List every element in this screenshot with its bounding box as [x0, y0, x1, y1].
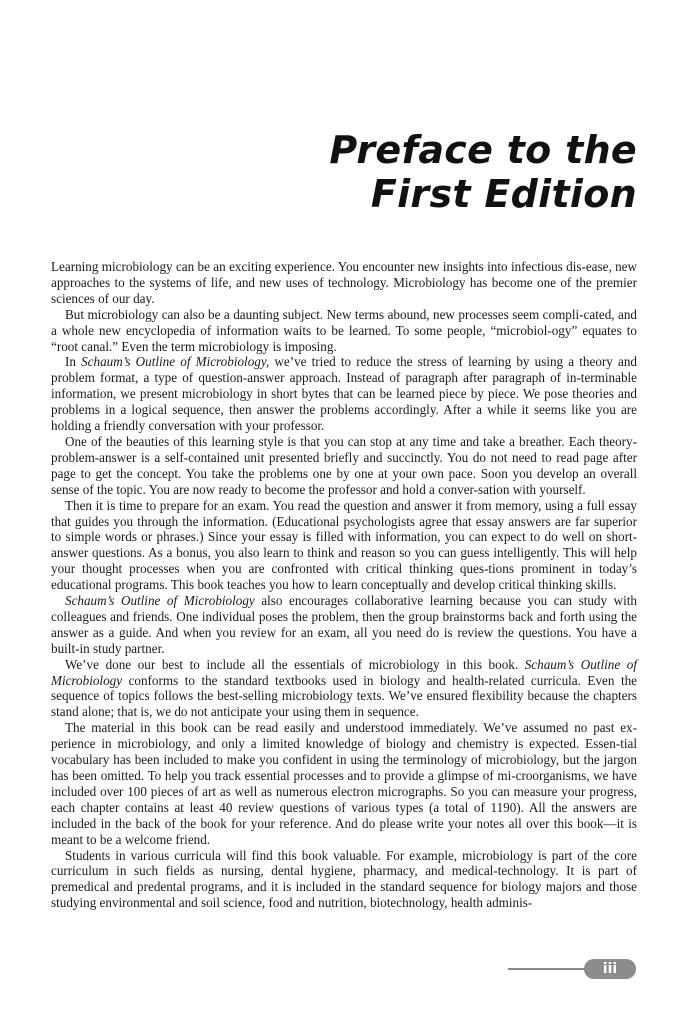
title-line-2: First Edition: [370, 172, 637, 216]
paragraph: [51, 434, 637, 498]
paragraph-text: One of the beauties of this learning style is that you can stop at any time and take a breather. Each theory-problem-answer is a self-contained unit presented briefly and succinctly. You do not need to read page after page to get the concept. You take the problems one by one at your own pace. Soon you develop an overall sense of the topic. You are now ready to become the professor and hold a conver-sation with yourself.: [51, 433, 637, 497]
preface-body: [51, 259, 637, 911]
paragraph: [51, 354, 637, 434]
paragraph-text: In: [65, 354, 82, 370]
paragraph-text: But microbiology can also be a daunting subject. New terms abound, new processes seem compli-cated, and a whole new encyclopedia of information waits to be learned. To some people, “microbiol-ogy” equates to “root canal.” Even the term microbiology is imposing.: [51, 306, 637, 354]
paragraph: [51, 307, 637, 355]
paragraph-text: conforms to the standard textbooks used in biology and health-related curricula. Even the sequence of topics follows the best-selling microbiology texts. We’ve ensured flexibility because the chapters stand alone; that is, we do not anticipate your using them in sequence.: [51, 672, 637, 720]
page-footer: [508, 959, 636, 979]
paragraph-text: The material in this book can be read easily and understood immediately. We’ve assumed no past ex-perience in microbiology, and only a limited knowledge of biology and chemistry is expected. Essen-tial vocabulary has been included to make you confident in using the terminology of microbiology, but the jargon has been omitted. To help you track essential processes and to provide a glimpse of mi-croorganisms, we have included over 100 pieces of art as well as numerous electron micrographs. So you can measure your progress, each chapter contains at least 40 review questions of various types (a total of 1190). All the answers are included in the back of the book for your reference. And do please write your notes all over this book—it is meant to be a welcome friend.: [51, 720, 637, 847]
paragraph-text: we’ve tried to reduce the stress of learning by using a theory and problem format, a type of question-answer approach. Instead of paragraph after paragraph of in-terminable information, we present microbiology in short bytes that can be learned piece by piece. We pose theories and problems in a logical sequence, then answer the problems accordingly. After a while it seems like you are holding a friendly conversation with your professor.: [51, 354, 637, 434]
page-number: iii: [584, 959, 636, 979]
paragraph-text: also encourages collaborative learning because you can study with colleagues and friends. One individual poses the problem, then the group brainstorms back and forth using the answer as a guide. And when you review for an exam, all you need do is review the questions. You have a built-in study partner.: [51, 593, 637, 656]
paragraph-text: Students in various curricula will find this book valuable. For example, microbiology is part of the core curriculum in such fields as nursing, dental hygiene, pharmacy, and medical-technology. It is part of premedical and predental programs, and it is included in the standard sequence for biology majors and those studying environmental and soil science, food and nutrition, biotechnology, health adminis-: [51, 847, 637, 911]
paragraph: [51, 720, 637, 847]
paragraph-text: We’ve done our best to include all the essentials of microbiology in this book.: [65, 656, 525, 672]
chapter-title: [329, 128, 637, 216]
book-title-italic: Schaum’s Outline of Microbiology,: [81, 354, 270, 370]
paragraph: [51, 848, 637, 912]
paragraph: [51, 259, 637, 307]
book-title-italic: Schaum’s Outline of Microbiology: [65, 593, 255, 609]
paragraph: [51, 498, 637, 593]
paragraph-text: Then it is time to prepare for an exam. You read the question and answer it from memory, using a full essay that guides you through the information. (Educational psychologists agree that essay answers are far superior to simple words or phrases.) Since your essay is filled with information, you can expect to do well on short-answer questions. As a bonus, you also learn to think and reason so you can guess intelligently. This will help your thought processes when you are confronted with critical thinking ques-tions prominent in today’s educational programs. This book teaches you how to learn conceptually and develop critical thinking skills.: [51, 497, 637, 593]
paragraph-text: Learning microbiology can be an exciting experience. You encounter new insights into infectious dis-ease, new approaches to the systems of life, and new uses of technology. Microbiology has become one of the premier sciences of our day.: [51, 259, 637, 306]
paragraph: [51, 593, 637, 657]
book-title-italic: Schaum’s Outline of Microbiology: [51, 656, 637, 688]
paragraph: [51, 657, 637, 721]
title-line-1: Preface to the: [329, 128, 637, 172]
